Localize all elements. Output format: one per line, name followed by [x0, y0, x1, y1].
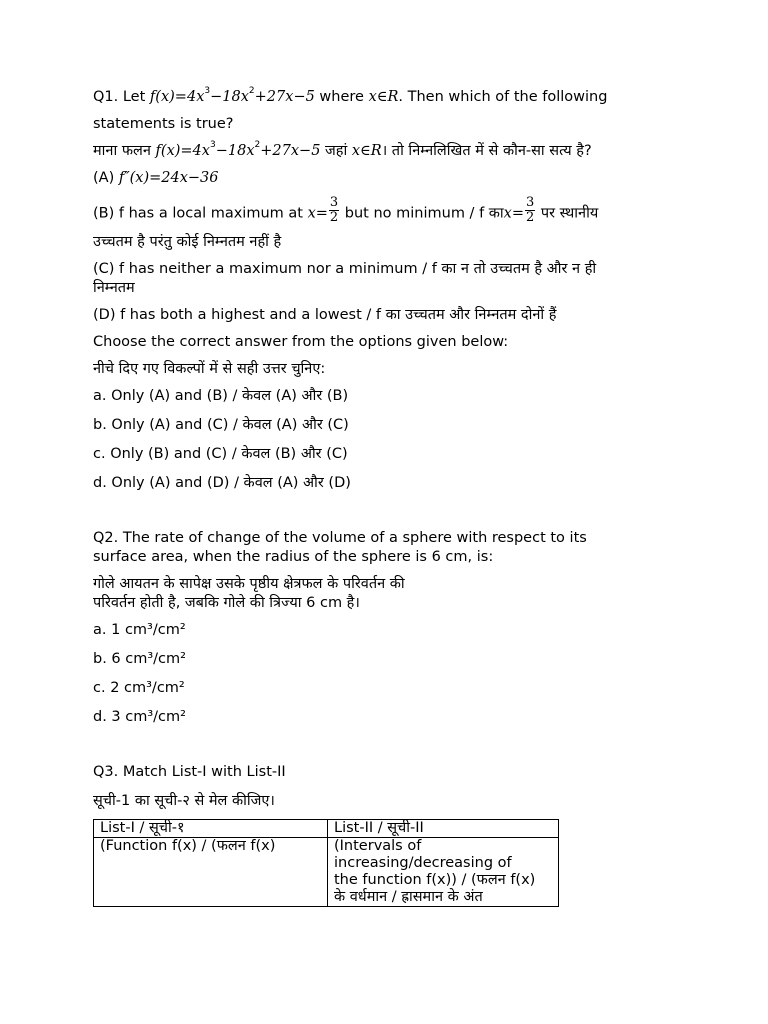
q1-option-c-line2: निम्नतम [93, 280, 135, 296]
q1-fraction: $\frac{3}{2}$ [329, 195, 339, 225]
q2-answer-a: a. 1 cm³/cm² [93, 622, 186, 638]
q1-function-math: f [149, 89, 156, 105]
q1-option-d: (D) f has both a highest and a lowest / f का उच्चतम और निम्नतम दोनों हैं [93, 307, 557, 323]
q2-answer-d: d. 3 cm³/cm² [93, 709, 186, 725]
table-cell-function: (Function f(x) / (फलन f(x) [94, 838, 328, 907]
q1-question-line1: Q1. Let $f(x)=4x^3-18x^2+27x-5$ where x∈R. Then which of the following [93, 86, 608, 105]
q1-option-a: (A) f″(x)=24x−36 [93, 170, 219, 186]
q1-answer-a: a. Only (A) and (B) / केवल (A) और (B) [93, 388, 349, 404]
q1-question-line2: statements is true? [93, 116, 234, 132]
q1-hindi-line1: माना फलन $f(x)=4x^3-18x^2+27x-5$ जहां x∈R। तो निम्नलिखित में से कौन-सा सत्य है? [93, 140, 592, 159]
table-row [94, 838, 559, 907]
q3-hindi-title: सूची-1 का सूची-२ से मेल कीजिए। [93, 793, 275, 809]
table-header-row [94, 820, 559, 838]
q2-question-line1: Q2. The rate of change of the volume of a sphere with respect to its [93, 530, 587, 546]
match-table [93, 819, 559, 907]
table-cell-intervals: (Intervals of increasing/decreasing of the function f(x)) / (फलन f(x) के वर्धमान / ह्रासमान के अंत [328, 838, 559, 907]
q1-choose-en: Choose the correct answer from the options given below: [93, 334, 509, 350]
q1-answer-c: c. Only (B) and (C) / केवल (B) और (C) [93, 446, 348, 462]
document-page [93, 88, 683, 907]
q2-hindi-line2: परिवर्तन होती है, जबकि गोले की त्रिज्या 6 cm है। [93, 595, 360, 611]
q1-domain-math: x [368, 89, 377, 105]
q1-option-a-math: f″(x)=24x−36 [118, 170, 219, 186]
table-header-list1: List-I / सूची-१ [94, 820, 328, 838]
q2-hindi-line1: गोले आयतन के सापेक्ष उसके पृष्ठीय क्षेत्रफल के परिवर्तन की [93, 576, 405, 592]
table-header-list2: List-II / सूची-II [328, 820, 559, 838]
q1-option-b-line1: (B) f has a local maximum at x= $\frac{3}{2}$ but no minimum / f काx= $\frac{3}{2}$ पर स्थानीय [93, 195, 599, 225]
q2-answer-c: c. 2 cm³/cm² [93, 680, 185, 696]
q2-question-line2: surface area, when the radius of the sphere is 6 cm, is: [93, 549, 494, 565]
q2-answer-b: b. 6 cm³/cm² [93, 651, 186, 667]
q1-option-c-line1: (C) f has neither a maximum nor a minimum / f का न तो उच्चतम है और न ही [93, 261, 597, 277]
q1-answer-d: d. Only (A) and (D) / केवल (A) और (D) [93, 475, 351, 491]
q1-answer-b: b. Only (A) and (C) / केवल (A) और (C) [93, 417, 349, 433]
q1-option-b-line2: उच्चतम है परंतु कोई निम्नतम नहीं है [93, 234, 282, 250]
q1-choose-hi: नीचे दिए गए विकल्पों में से सही उत्तर चुनिए: [93, 361, 326, 377]
q3-title: Q3. Match List-I with List-II [93, 764, 286, 780]
